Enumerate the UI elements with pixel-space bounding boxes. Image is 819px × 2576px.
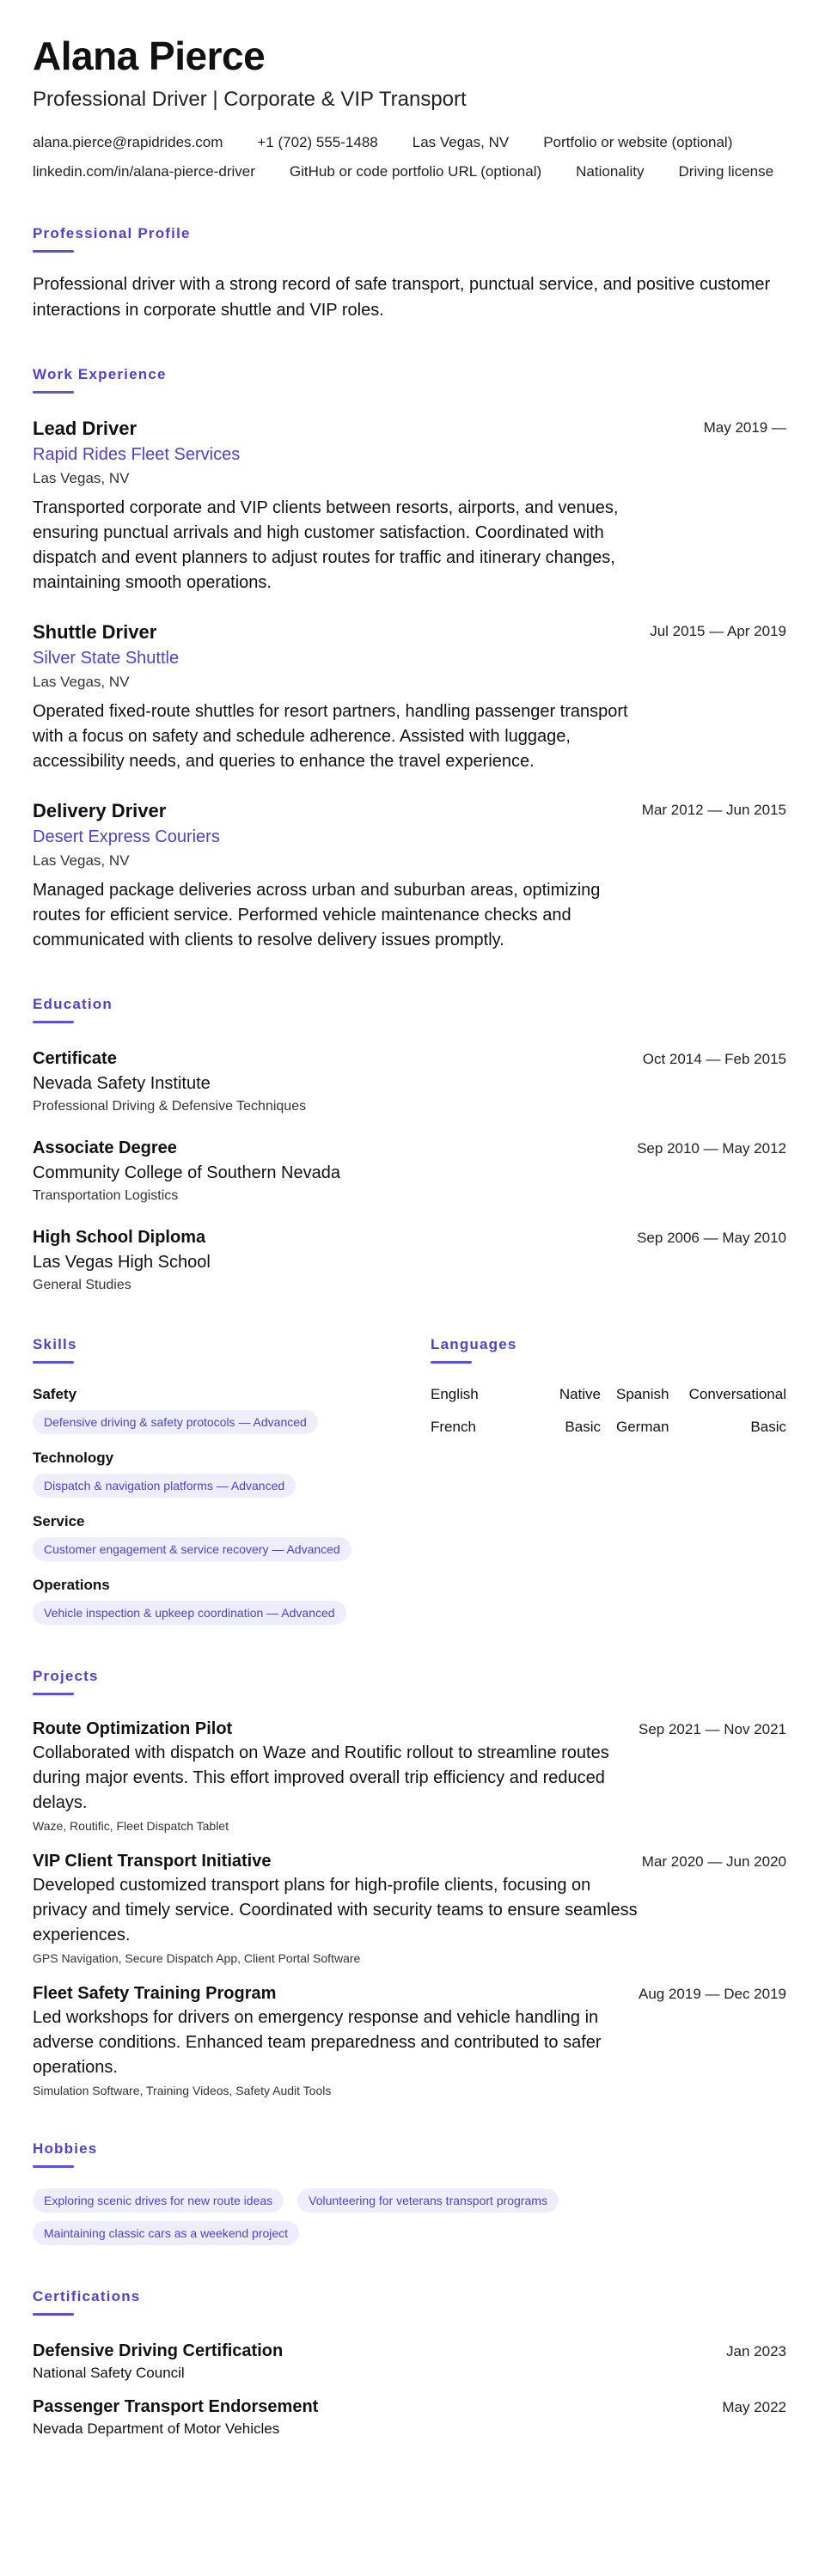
job-description: Managed package deliveries across urban and suburban areas, optimizing routes for efficient service. Performed vehicle maintenance checks and communicated with clients to resolve delivery issues promptly. (33, 881, 601, 949)
education-field: Professional Driving & Defensive Techniques (33, 1099, 307, 1114)
project-description: Developed customized transport plans for high-profile clients, focusing on privacy and timely service. Coordinated with security teams to ensure seamless experiences. (33, 1876, 638, 1944)
job-location: Las Vegas, NV (33, 470, 130, 486)
project-description: Collaborated with dispatch on Waze and Routific rollout to streamline routes during major events. This effort improved overall trip efficiency and reduced delays. (33, 1743, 609, 1812)
section-title-languages: Languages (431, 1336, 517, 1352)
section-underline (33, 391, 74, 394)
certification-date: May 2022 (722, 2399, 786, 2415)
project-title: Fleet Safety Training Program (33, 1984, 277, 2003)
skill-pill: Defensive driving & safety protocols — Advanced (33, 1410, 318, 1434)
project-item (33, 1719, 786, 1833)
project-dates: Aug 2019 — Dec 2019 (638, 1986, 786, 2002)
education-item (33, 1228, 786, 1293)
language-row (616, 1419, 786, 1436)
section-underline (33, 250, 74, 253)
experience-item (33, 621, 786, 774)
job-description: Transported corporate and VIP clients between resorts, airports, and venues, ensuring punctual arrivals and high customer satisfaction. Coordinated with dispatch and event planners to adjust routes for traffic and itinerary changes, maintaining smooth operations. (33, 498, 619, 592)
contact-nationality: Nationality (576, 163, 645, 180)
language-level: Basic (565, 1419, 601, 1435)
education-field: Transportation Logistics (33, 1188, 179, 1203)
profile-section (33, 225, 786, 323)
languages-section (431, 1336, 786, 1625)
section-title-projects: Projects (33, 1668, 99, 1684)
job-title: Lead Driver (33, 418, 138, 439)
job-dates: Mar 2012 — Jun 2015 (641, 802, 786, 818)
experience-section (33, 366, 786, 953)
skill-pill: Dispatch & navigation platforms — Advanced (33, 1474, 296, 1498)
language-name: German (616, 1419, 669, 1435)
job-location: Las Vegas, NV (33, 674, 130, 690)
project-tech: Waze, Routific, Fleet Dispatch Tablet (33, 1819, 229, 1833)
experience-item (33, 418, 786, 595)
certification-name: Passenger Transport Endorsement (33, 2397, 319, 2416)
section-underline (33, 1361, 74, 1364)
contact-github[interactable]: GitHub or code portfolio URL (optional) (289, 163, 542, 180)
skill-group (33, 1450, 431, 1498)
job-location: Las Vegas, NV (33, 852, 130, 869)
job-company: Silver State Shuttle (33, 649, 180, 668)
job-company: Desert Express Couriers (33, 827, 220, 846)
skills-section (33, 1336, 431, 1625)
skill-category: Operations (33, 1577, 110, 1593)
skill-pill: Customer engagement & service recovery — Advanced (33, 1537, 351, 1561)
education-dates: Oct 2014 — Feb 2015 (642, 1051, 786, 1067)
language-level: Basic (750, 1419, 786, 1435)
projects-section (33, 1668, 786, 2097)
certification-item (33, 2341, 786, 2382)
education-degree: High School Diploma (33, 1228, 206, 1247)
certification-item (33, 2397, 786, 2438)
section-underline (431, 1361, 472, 1364)
job-title: Shuttle Driver (33, 621, 157, 643)
education-item (33, 1049, 786, 1114)
certification-issuer: Nevada Department of Motor Vehicles (33, 2420, 280, 2437)
language-row (431, 1386, 601, 1403)
section-title-skills: Skills (33, 1336, 77, 1352)
language-grid (431, 1386, 786, 1436)
education-institution: Community College of Southern Nevada (33, 1163, 340, 1182)
language-row (431, 1419, 601, 1436)
certifications-section (33, 2288, 786, 2438)
language-row (616, 1386, 786, 1403)
hobby-pill: Exploring scenic drives for new route ideas (33, 2188, 284, 2213)
education-dates: Sep 2010 — May 2012 (637, 1140, 786, 1157)
section-underline (33, 2313, 74, 2316)
contact-email[interactable]: alana.pierce@rapidrides.com (33, 134, 223, 150)
hobby-pill: Maintaining classic cars as a weekend project (33, 2221, 299, 2245)
education-section (33, 996, 786, 1293)
skill-category: Service (33, 1513, 85, 1529)
education-dates: Sep 2006 — May 2010 (637, 1230, 786, 1246)
project-title: Route Optimization Pilot (33, 1719, 233, 1738)
section-title-hobbies: Hobbies (33, 2140, 98, 2157)
project-item (33, 1984, 786, 2097)
skill-group (33, 1577, 431, 1625)
job-dates: May 2019 — (703, 419, 786, 436)
hobbies-section (33, 2140, 786, 2245)
project-title: VIP Client Transport Initiative (33, 1852, 272, 1871)
education-institution: Nevada Safety Institute (33, 1074, 211, 1093)
language-level: Native (559, 1386, 601, 1402)
contact-portfolio[interactable]: Portfolio or website (optional) (543, 134, 733, 150)
project-dates: Mar 2020 — Jun 2020 (641, 1853, 786, 1870)
contact-list (33, 134, 780, 180)
section-title-experience: Work Experience (33, 366, 167, 382)
education-institution: Las Vegas High School (33, 1253, 211, 1272)
project-description: Led workshops for drivers on emergency response and vehicle handling in adverse conditions. Enhanced team preparedness and contributed to safer operations. (33, 2008, 602, 2077)
resume-header (33, 36, 786, 180)
section-underline (33, 1021, 74, 1023)
section-title-profile: Professional Profile (33, 225, 191, 241)
skill-category: Technology (33, 1450, 114, 1466)
profile-summary: Professional driver with a strong record of safe transport, punctual service, and positive customer interactions in corporate shuttle and VIP roles. (33, 275, 771, 320)
contact-location: Las Vegas, NV (412, 134, 510, 150)
candidate-headline: Professional Driver | Corporate & VIP Transport (33, 88, 467, 111)
education-degree: Associate Degree (33, 1138, 177, 1157)
language-name: English (431, 1386, 479, 1402)
project-tech: GPS Navigation, Secure Dispatch App, Client Portal Software (33, 1951, 361, 1965)
language-name: Spanish (616, 1386, 669, 1402)
contact-driving-license: Driving license (678, 163, 774, 180)
certification-issuer: National Safety Council (33, 2365, 185, 2381)
certification-date: Jan 2023 (726, 2343, 786, 2359)
language-name: French (431, 1419, 476, 1435)
candidate-name: Alana Pierce (33, 34, 266, 78)
language-level: Conversational (688, 1386, 786, 1402)
contact-linkedin[interactable]: linkedin.com/in/alana-pierce-driver (33, 163, 255, 180)
section-title-education: Education (33, 996, 113, 1012)
experience-item (33, 800, 786, 953)
section-underline (33, 2165, 74, 2168)
job-title: Delivery Driver (33, 800, 167, 821)
project-dates: Sep 2021 — Nov 2021 (638, 1721, 786, 1737)
skill-pill: Vehicle inspection & upkeep coordination — Advanced (33, 1601, 346, 1625)
section-underline (33, 1693, 74, 1695)
job-company: Rapid Rides Fleet Services (33, 445, 241, 464)
job-dates: Jul 2015 — Apr 2019 (650, 623, 786, 639)
hobby-pill: Volunteering for veterans transport programs (297, 2188, 559, 2213)
skill-group (33, 1513, 431, 1561)
project-tech: Simulation Software, Training Videos, Safety Audit Tools (33, 2084, 332, 2097)
education-item (33, 1138, 786, 1204)
certification-name: Defensive Driving Certification (33, 2341, 284, 2360)
job-description: Operated fixed-route shuttles for resort partners, handling passenger transport with a focus on safety and schedule adherence. Assisted with luggage, accessibility needs, and queries to enhance the travel experience. (33, 702, 628, 771)
skills-languages-row (33, 1336, 786, 1625)
project-item (33, 1852, 786, 1965)
hobby-list (33, 2188, 651, 2245)
contact-phone[interactable]: +1 (702) 555-1488 (257, 134, 378, 150)
skill-group (33, 1386, 431, 1434)
skill-category: Safety (33, 1386, 77, 1402)
education-degree: Certificate (33, 1049, 117, 1068)
education-field: General Studies (33, 1278, 131, 1292)
section-title-certifications: Certifications (33, 2288, 141, 2304)
